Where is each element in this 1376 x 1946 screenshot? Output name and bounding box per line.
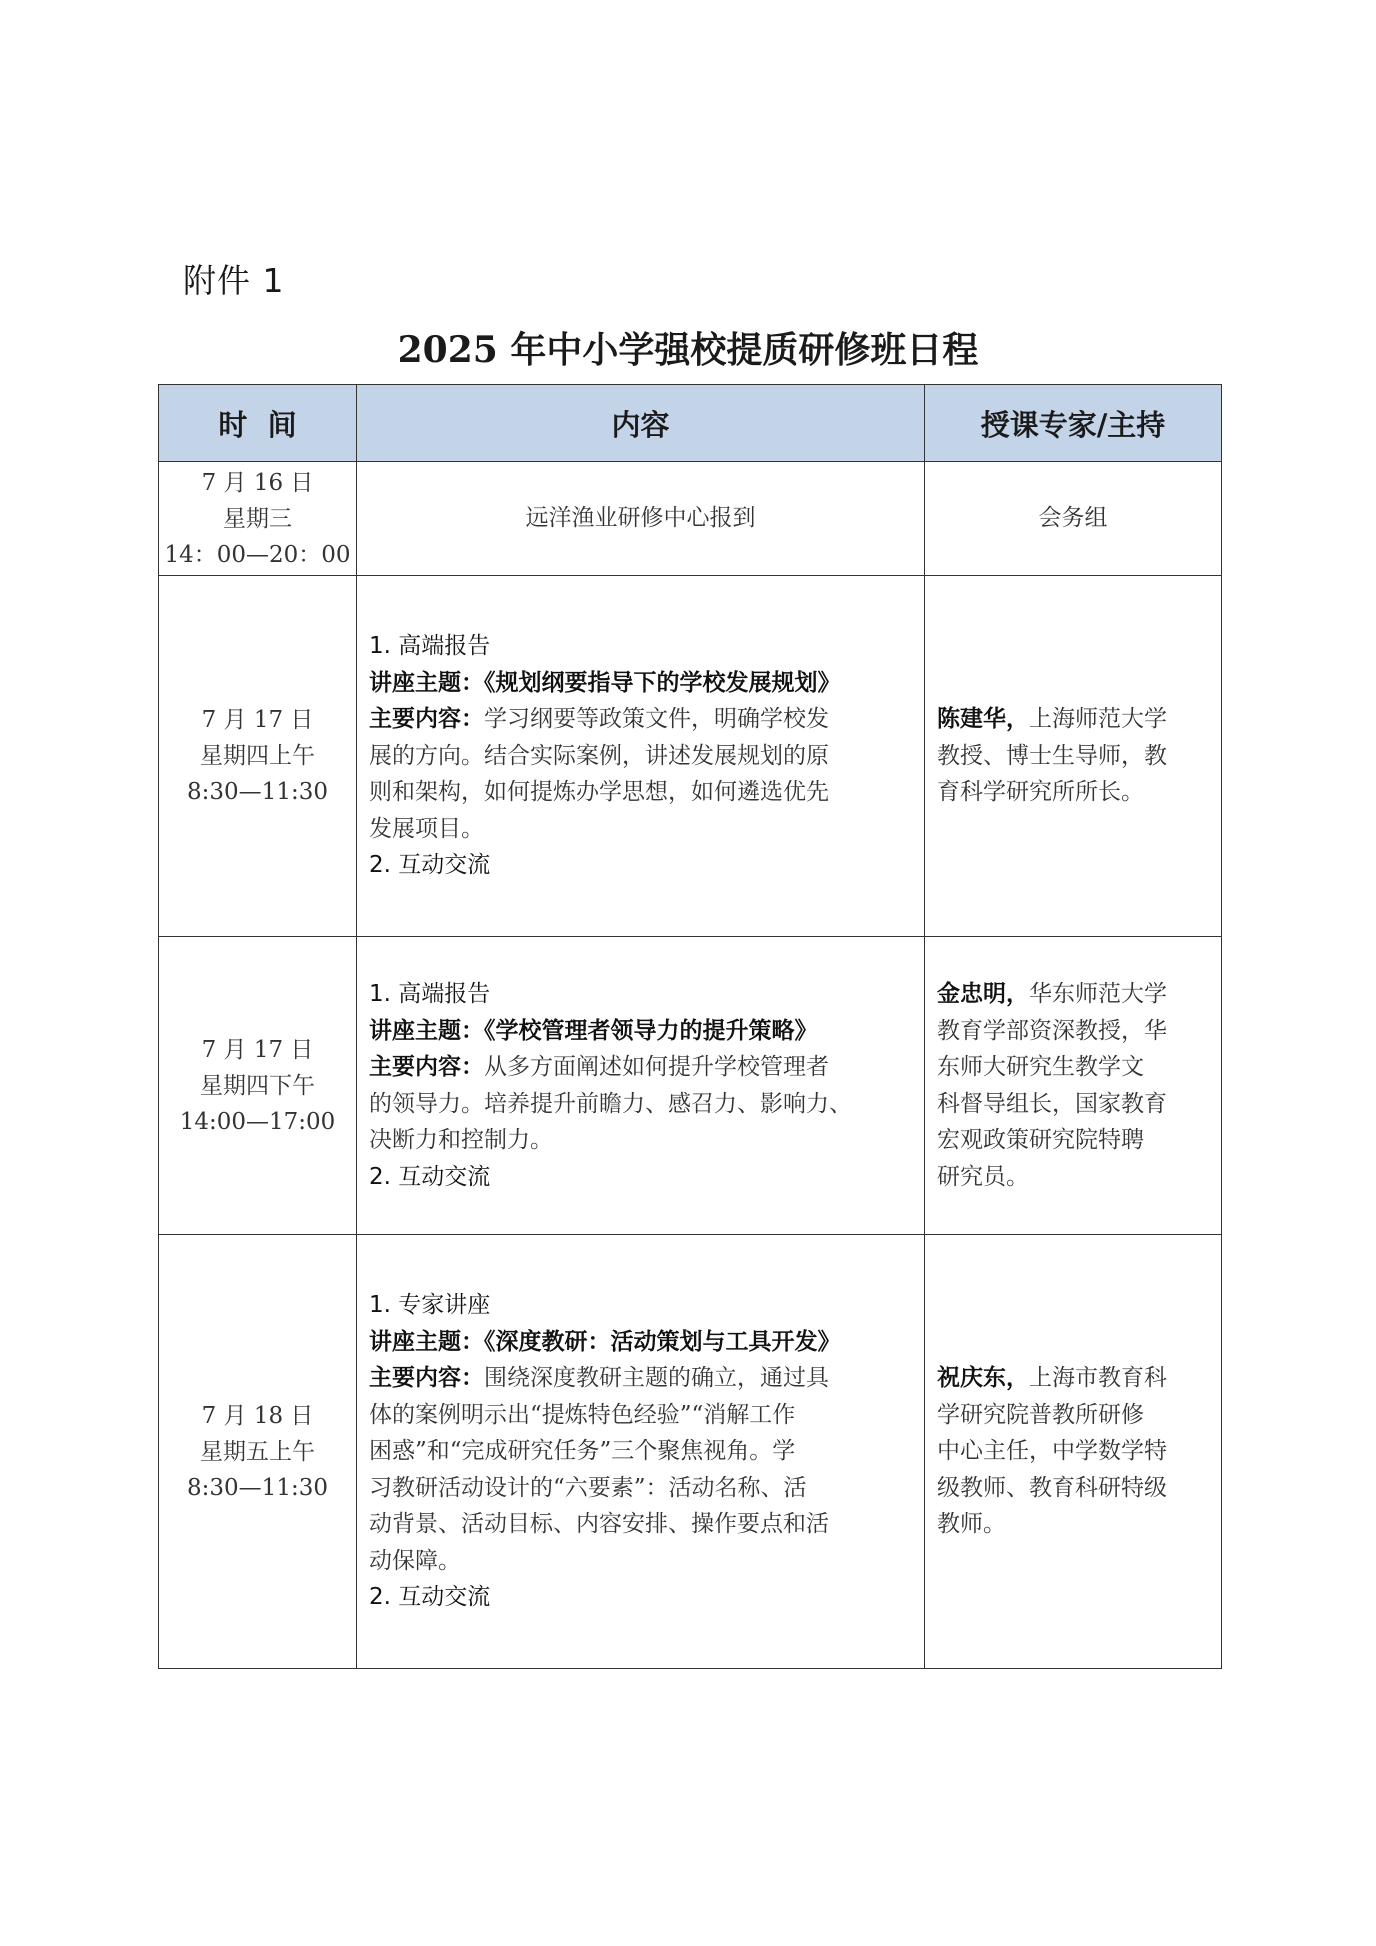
header-time: 时 间 <box>159 385 357 462</box>
date: 7 月 16 日 <box>201 469 314 496</box>
main-content-text: 围绕深度教研主题的确立，通过具 <box>484 1365 829 1392</box>
weekday: 星期五上午 <box>200 1438 315 1465</box>
topic-label: 讲座主题： <box>369 669 484 696</box>
item-heading: 1. 专家讲座 <box>369 1292 491 1319</box>
main-content-text: 决断力和控制力。 <box>369 1127 553 1153</box>
main-content-text: 动背景、活动目标、内容安排、操作要点和活 <box>369 1511 829 1538</box>
expert-bio: 学研究院普教所研修 <box>937 1401 1144 1428</box>
expert-bio: 上海市教育科 <box>1029 1365 1167 1392</box>
expert-bio: 东师大研究生教学文 <box>937 1054 1144 1080</box>
expert-bio: 研究员。 <box>937 1163 1029 1190</box>
expert-bio: 上海师范大学 <box>1029 706 1167 733</box>
header-content: 内容 <box>357 385 925 462</box>
main-content-text: 从多方面阐述如何提升学校管理者 <box>484 1054 829 1080</box>
table-row <box>159 937 1222 1235</box>
topic-title: 《深度教研：活动策划与工具开发》 <box>484 1328 841 1355</box>
main-content-text: 体的案例明示出“提炼特色经验”“消解工作 <box>369 1401 796 1428</box>
table-row <box>159 462 1222 576</box>
date: 7 月 17 日 <box>201 1036 314 1063</box>
main-content-text: 发展项目。 <box>369 815 484 842</box>
topic-title: 《规划纲要指导下的学校发展规划》 <box>484 669 841 696</box>
header-expert: 授课专家/主持 <box>925 385 1222 462</box>
main-content-text: 学习纲要等政策文件，明确学校发 <box>484 706 829 733</box>
main-content-text: 习教研活动设计的“六要素”：活动名称、活 <box>369 1474 807 1501</box>
item-heading: 1. 高端报告 <box>369 633 491 660</box>
expert-cell: 会务组 <box>925 462 1222 576</box>
main-content-text: 困惑”和“完成研究任务”三个聚焦视角。学 <box>369 1438 796 1465</box>
table-row <box>159 1235 1222 1669</box>
main-content-text: 动保障。 <box>369 1547 461 1574</box>
expert-bio: 科督导组长，国家教育 <box>937 1090 1167 1117</box>
main-content-label: 主要内容： <box>369 1365 484 1392</box>
schedule-table <box>158 384 1222 1669</box>
time-cell <box>159 1235 357 1669</box>
expert-bio: 教育学部资深教授，华 <box>937 1017 1167 1044</box>
main-content-text: 的领导力。培养提升前瞻力、感召力、影响力、 <box>369 1090 852 1117</box>
attachment-label: 附件 1 <box>183 261 285 300</box>
content-cell <box>357 576 925 937</box>
expert-name: 陈建华， <box>937 705 1029 733</box>
time-range: 8:30—11:30 <box>187 779 328 805</box>
expert-name: 金忠明， <box>937 980 1029 1007</box>
expert-name: 祝庆东， <box>937 1364 1029 1392</box>
time-range: 8:30—11:30 <box>187 1474 328 1501</box>
time-range: 14:00—17:00 <box>179 1108 336 1135</box>
expert-cell <box>925 937 1222 1235</box>
item-heading: 2. 互动交流 <box>369 852 491 879</box>
expert-bio: 华东师范大学 <box>1029 981 1167 1007</box>
expert-cell <box>925 1235 1222 1669</box>
page-title: 2025 年中小学强校提质研修班日程 <box>397 329 979 371</box>
content-cell: 远洋渔业研修中心报到 <box>357 462 925 576</box>
table-row <box>159 576 1222 937</box>
weekday: 星期四上午 <box>200 743 315 769</box>
expert-bio: 中心主任，中学数学特 <box>937 1438 1167 1465</box>
topic-title: 《学校管理者领导力的提升策略》 <box>484 1017 818 1044</box>
weekday: 星期四下午 <box>200 1072 315 1099</box>
main-content-label: 主要内容： <box>369 706 484 733</box>
expert-cell <box>925 576 1222 937</box>
date: 7 月 18 日 <box>201 1402 314 1429</box>
expert-bio: 级教师、教育科研特级 <box>937 1474 1167 1501</box>
time-cell <box>159 576 357 937</box>
time-cell <box>159 462 357 576</box>
time-cell <box>159 937 357 1235</box>
item-heading: 2. 互动交流 <box>369 1163 491 1190</box>
main-content-label: 主要内容： <box>369 1054 484 1080</box>
weekday: 星期三 <box>223 505 292 532</box>
topic-label: 讲座主题： <box>369 1328 484 1355</box>
expert-bio: 教授、博士生导师，教 <box>937 742 1167 769</box>
expert-bio: 育科学研究所所长。 <box>937 779 1144 806</box>
time-range: 14：00—20：00 <box>164 541 351 568</box>
content-cell <box>357 937 925 1235</box>
table-header-row <box>159 385 1222 462</box>
content-cell <box>357 1235 925 1669</box>
date: 7 月 17 日 <box>201 707 314 733</box>
expert-bio: 宏观政策研究院特聘 <box>937 1127 1144 1153</box>
item-heading: 1. 高端报告 <box>369 981 491 1007</box>
main-content-text: 展的方向。结合实际案例，讲述发展规划的原 <box>369 742 829 769</box>
expert-bio: 教师。 <box>937 1511 1006 1538</box>
main-content-text: 则和架构，如何提炼办学思想，如何遴选优先 <box>369 779 829 806</box>
item-heading: 2. 互动交流 <box>369 1584 491 1611</box>
topic-label: 讲座主题： <box>369 1017 484 1044</box>
